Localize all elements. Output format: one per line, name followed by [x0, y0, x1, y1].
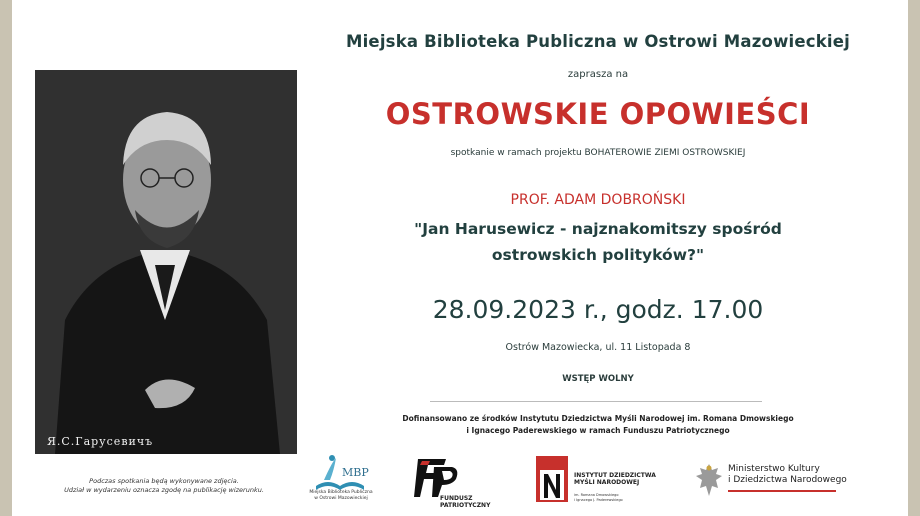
- photo-disclaimer: [44, 477, 284, 495]
- idmn-emblem-icon: [536, 456, 568, 502]
- portrait-image: [35, 70, 297, 454]
- talk-title-line-2: ostrowskich polityków?": [491, 246, 705, 264]
- fp-caption-line-1: FUNDUSZ: [440, 495, 473, 502]
- portrait-signature: Я.С.Гарусевичъ: [47, 435, 154, 448]
- idmn-logo: [536, 456, 686, 506]
- mbp-mark: MBP: [342, 466, 369, 479]
- fp-caption-line-2: PATRIOTYCZNY: [440, 502, 491, 509]
- project-subtitle: spotkanie w ramach projektu BOHATEROWIE ZIEMI OSTROWSKIEJ: [450, 148, 746, 158]
- idmn-patrons-line-2: i Ignacego J. Paderewskiego: [574, 497, 623, 502]
- speaker-name: PROF. ADAM DOBROŃSKI: [510, 192, 686, 208]
- idmn-name-line-1: INSTYTUT DZIEDZICTWA: [574, 472, 656, 479]
- frame-right: [908, 0, 920, 516]
- book-icon: [302, 452, 380, 492]
- talk-title-line-1: "Jan Harusewicz - najznakomitszy spośród: [414, 220, 782, 238]
- ministry-accent-line: [728, 490, 836, 492]
- idmn-name-line-2: MYŚLI NARODOWEJ: [574, 478, 640, 486]
- eagle-emblem-icon: [694, 462, 724, 498]
- event-datetime: 28.09.2023 r., godz. 17.00: [432, 295, 764, 324]
- talk-title: [300, 216, 896, 268]
- mbp-logo: [302, 452, 380, 512]
- organizer-name: Miejska Biblioteka Publiczna w Ostrowi Mazowieckiej: [345, 32, 851, 51]
- fundusz-patriotyczny-logo: [412, 455, 502, 510]
- event-place: Ostrów Mazowiecka, ul. 11 Listopada 8: [505, 342, 691, 353]
- mbp-caption-line-2: w Ostrowi Mazowieckiej: [314, 496, 368, 501]
- entry-info: WSTĘP WOLNY: [562, 374, 634, 384]
- frame-left: [0, 0, 12, 516]
- funding-line-2: i Ignacego Paderewskiego w ramach Funduszu Patriotycznego: [466, 426, 730, 435]
- disclaimer-line-2: Udział w wydarzeniu oznacza zgodę na publikację wizerunku.: [64, 486, 264, 494]
- invite-text: zaprasza na: [567, 69, 629, 80]
- idmn-patrons-line-1: im. Romana Dmowskiego: [574, 493, 619, 497]
- event-poster: [12, 0, 908, 516]
- fp-caption: [440, 495, 490, 509]
- ministry-name-line-1: Ministerstwo Kultury: [728, 464, 820, 474]
- ministry-logo: [694, 462, 854, 502]
- portrait-photo: [35, 70, 297, 454]
- mbp-caption: [302, 490, 380, 502]
- idmn-name: [574, 473, 656, 486]
- funding-note: [300, 413, 896, 437]
- fp-emblem-icon: [412, 455, 462, 499]
- idmn-patrons: [574, 493, 623, 502]
- mbp-caption-line-1: Miejska Biblioteka Publiczna: [309, 490, 373, 495]
- funding-line-1: Dofinansowano ze środków Instytutu Dziedzictwa Myśli Narodowej im. Romana Dmowskiego: [402, 414, 794, 423]
- ministry-name: [728, 464, 847, 486]
- ministry-name-line-2: i Dziedzictwa Narodowego: [728, 475, 847, 485]
- event-title: OSTROWSKIE OPOWIEŚCI: [385, 97, 811, 131]
- disclaimer-line-1: Podczas spotkania będą wykonywane zdjęcia.: [89, 477, 239, 485]
- divider-line: [430, 401, 762, 402]
